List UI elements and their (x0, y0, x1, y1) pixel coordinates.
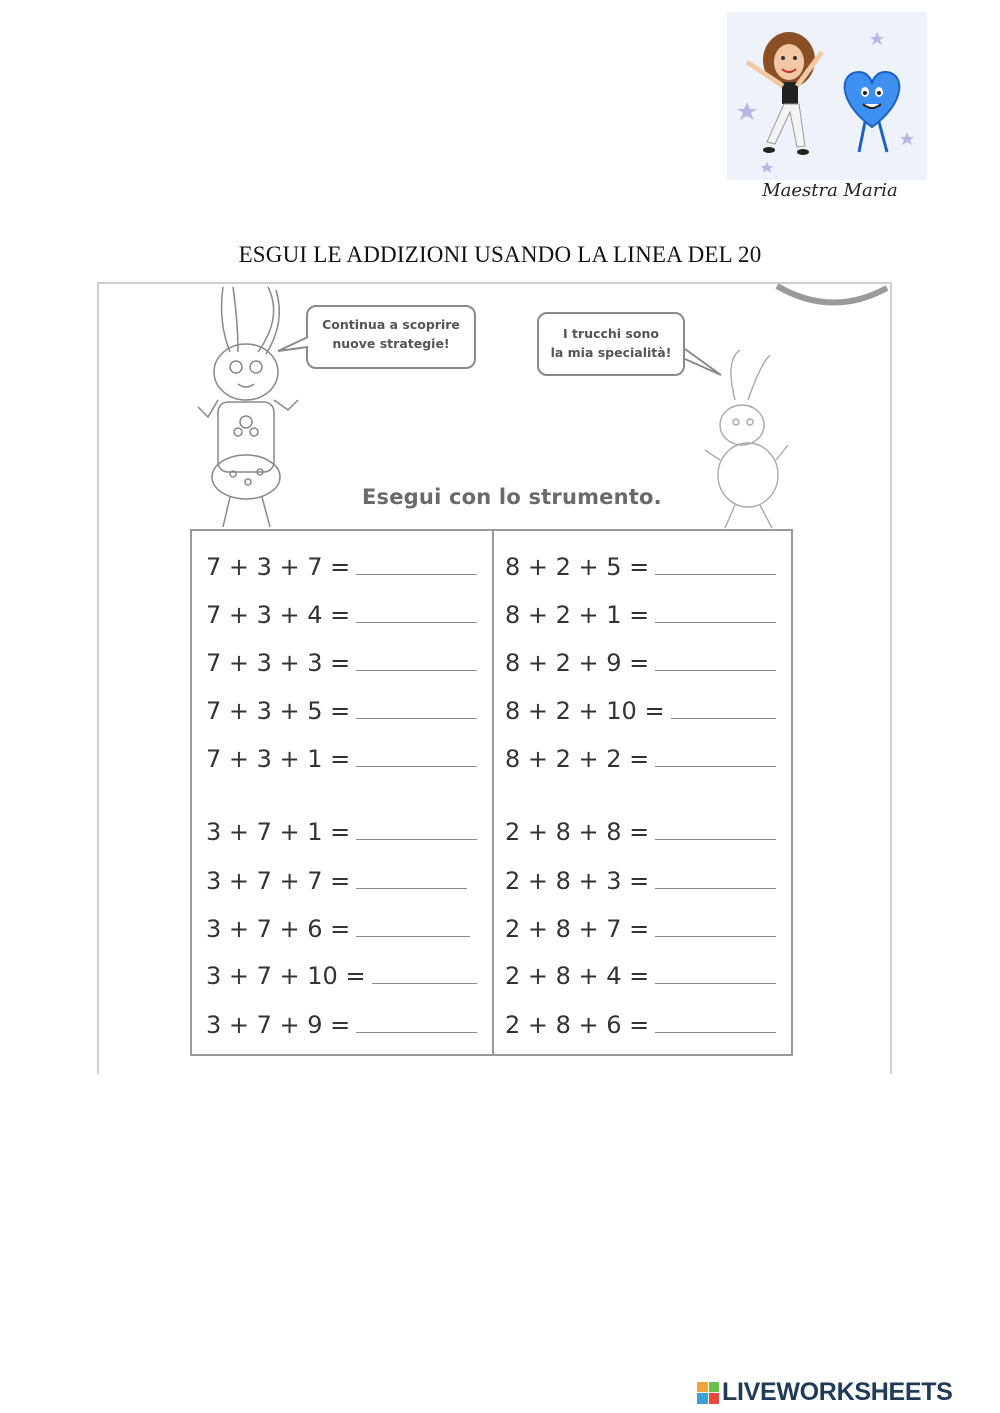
logo-illustration (727, 12, 927, 180)
exercise-row (505, 1003, 776, 1039)
exercise-expression: 8 + 2 + 2 = (505, 745, 650, 773)
answer-blank[interactable] (356, 670, 477, 671)
exercise-expression: 7 + 3 + 4 = (206, 601, 351, 629)
answer-blank[interactable] (356, 622, 477, 623)
exercise-row (505, 593, 776, 629)
logo-caption: Maestra Maria (762, 180, 898, 201)
answer-blank[interactable] (655, 1032, 776, 1033)
exercise-expression: 8 + 2 + 1 = (505, 601, 650, 629)
speech-bubble-left (306, 305, 476, 369)
maestra-maria-logo (727, 12, 927, 180)
exercise-expression: 2 + 8 + 8 = (505, 818, 650, 846)
answer-blank[interactable] (372, 983, 477, 984)
exercise-expression: 2 + 8 + 7 = (505, 915, 650, 943)
exercise-expression: 2 + 8 + 3 = (505, 867, 650, 895)
exercise-row (206, 810, 477, 846)
speech-bubble-right (537, 312, 685, 376)
liveworksheets-mark-icon (697, 1382, 719, 1404)
bunny-right-illustration (700, 350, 795, 532)
bunny-left-illustration (188, 282, 308, 532)
exercise-grid (190, 529, 793, 1056)
exercise-row (505, 545, 776, 581)
answer-blank[interactable] (655, 766, 776, 767)
exercise-row (505, 641, 776, 677)
exercise-expression: 2 + 8 + 6 = (505, 1011, 650, 1039)
answer-blank[interactable] (356, 1032, 477, 1033)
answer-blank[interactable] (356, 766, 477, 767)
exercise-expression: 7 + 3 + 1 = (206, 745, 351, 773)
exercise-row (505, 689, 776, 725)
exercise-expression: 7 + 3 + 3 = (206, 649, 351, 677)
exercise-row (206, 545, 477, 581)
answer-blank[interactable] (655, 574, 776, 575)
answer-blank[interactable] (356, 718, 477, 719)
bubble-left-tail (276, 335, 310, 355)
exercise-row (206, 1003, 477, 1039)
exercise-expression: 3 + 7 + 9 = (206, 1011, 351, 1039)
exercise-row (206, 689, 477, 725)
footer-brand: LIVEWORKSHEETS (722, 1378, 953, 1406)
exercise-expression: 3 + 7 + 10 = (206, 962, 366, 990)
exercise-expression: 8 + 2 + 10 = (505, 697, 665, 725)
answer-blank[interactable] (356, 888, 467, 889)
corner-decoration (772, 278, 892, 318)
exercise-expression: 7 + 3 + 7 = (206, 553, 351, 581)
exercise-row (505, 954, 776, 990)
exercise-row (505, 737, 776, 773)
liveworksheets-logo (697, 1378, 953, 1407)
answer-blank[interactable] (655, 839, 776, 840)
instruction-text: Esegui con lo strumento. (362, 485, 662, 509)
exercise-expression: 3 + 7 + 1 = (206, 818, 351, 846)
exercise-row (206, 907, 470, 943)
bubble-right-line-2: la mia specialità! (550, 345, 672, 360)
bubble-right-line-1: I trucchi sono (563, 326, 659, 341)
answer-blank[interactable] (655, 983, 776, 984)
answer-blank[interactable] (655, 670, 776, 671)
exercise-row (206, 859, 467, 895)
answer-blank[interactable] (655, 622, 776, 623)
exercise-expression: 8 + 2 + 9 = (505, 649, 650, 677)
answer-blank[interactable] (356, 936, 470, 937)
exercise-row (206, 954, 477, 990)
exercise-row (505, 810, 776, 846)
exercise-expression: 3 + 7 + 6 = (206, 915, 351, 943)
exercise-expression: 3 + 7 + 7 = (206, 867, 351, 895)
answer-blank[interactable] (655, 936, 776, 937)
bubble-right-tail (683, 345, 723, 377)
answer-blank[interactable] (655, 888, 776, 889)
grid-divider (492, 531, 494, 1054)
answer-blank[interactable] (356, 839, 477, 840)
exercise-expression: 8 + 2 + 5 = (505, 553, 650, 581)
answer-blank[interactable] (356, 574, 477, 575)
answer-blank[interactable] (671, 718, 776, 719)
exercise-expression: 7 + 3 + 5 = (206, 697, 351, 725)
exercise-row (505, 859, 776, 895)
exercise-row (206, 641, 477, 677)
exercise-row (206, 593, 477, 629)
bubble-left-line-1: Continua a scoprire (322, 317, 460, 332)
exercise-row (505, 907, 776, 943)
bubble-left-line-2: nuove strategie! (332, 336, 450, 351)
page-title: ESGUI LE ADDIZIONI USANDO LA LINEA DEL 20 (238, 242, 762, 267)
exercise-row (206, 737, 477, 773)
exercise-expression: 2 + 8 + 4 = (505, 962, 650, 990)
